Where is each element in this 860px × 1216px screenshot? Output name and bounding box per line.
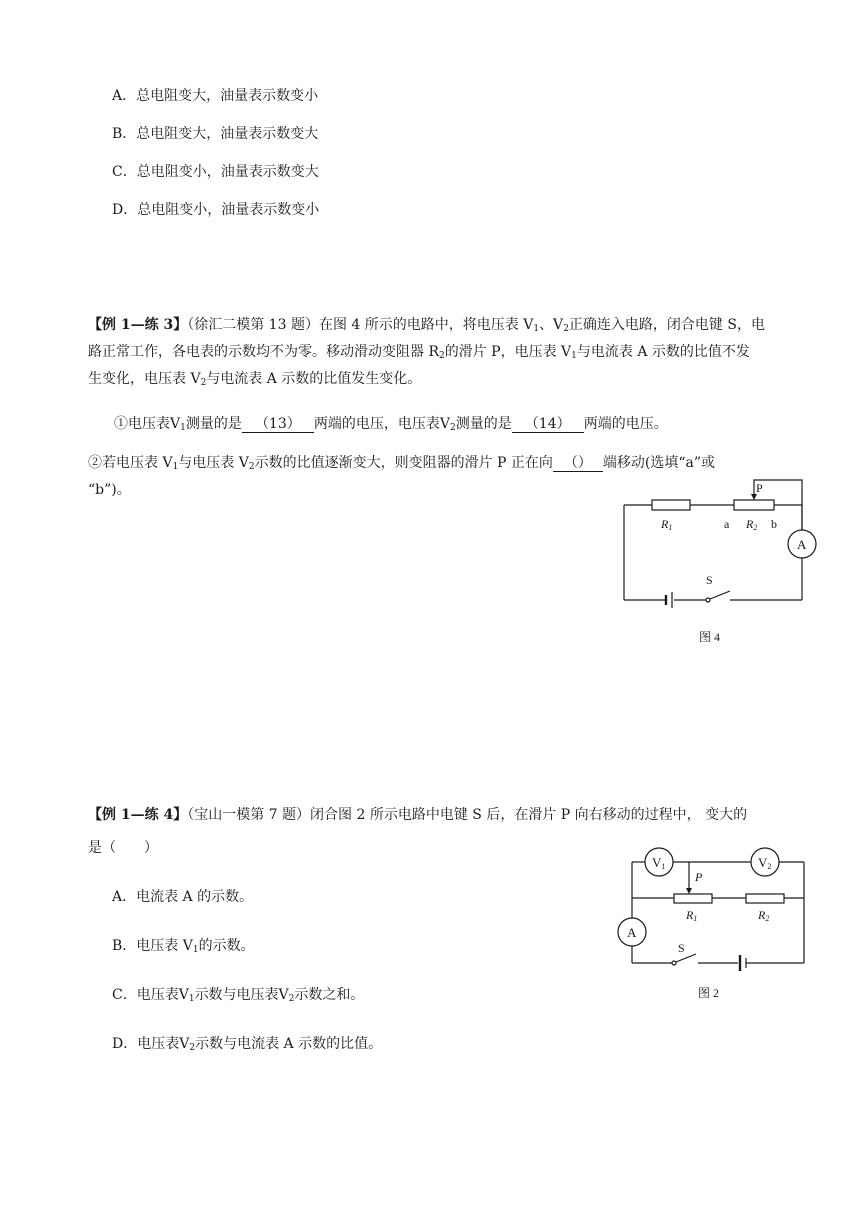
q3-line1: 【例 1—练 3】（徐汇二模第 13 题）在图 4 所示的电路中，将电压表 $V_1$、$V_2$正确连入电路，闭合电键 S，电: [88, 317, 765, 334]
blank-direction[interactable]: （）: [553, 455, 603, 472]
figure-4-caption: 图 4: [699, 630, 721, 644]
label-s: S: [678, 941, 685, 955]
resistor-r2: [746, 894, 784, 903]
q4-tag: 【例 1—练 4】: [88, 807, 188, 823]
q3-line3: 生变化，电压表 $V_2$与电流表 A 示数的比值发生变化。: [88, 371, 422, 388]
label-ammeter: A: [627, 925, 637, 940]
blank-13[interactable]: （13）: [242, 416, 314, 433]
resistor-r1: [652, 500, 690, 510]
label-v2: V2: [758, 855, 772, 871]
label-v1: V1: [652, 855, 666, 871]
q3-source: （徐汇二模第 13 题）: [187, 317, 319, 333]
label-r2: R2: [758, 908, 770, 923]
figure-2-caption: 图 2: [698, 986, 720, 1000]
option-c: C．总电阻变小，油量表示数变大: [112, 164, 319, 180]
q4-option-d: D．电压表$V_2$示数与电流表 A 示数的比值。: [112, 1036, 383, 1053]
option-a: A．总电阻变大，油量表示数变小: [112, 88, 319, 104]
figure-4-circuit: [612, 470, 832, 660]
option-b: B．总电阻变大，油量表示数变大: [112, 126, 319, 142]
q4-line1: 【例 1—练 4】（宝山一模第 7 题）闭合图 2 所示电路中电键 S 后，在滑片 P 向右移动的过程中， 变大的: [88, 807, 748, 823]
label-p: P: [695, 870, 703, 884]
label-a: a: [724, 517, 730, 531]
q3-part2-cont: “b”)。: [88, 482, 131, 498]
label-r2: R2: [746, 517, 758, 532]
q4-option-a: A．电流表 A 的示数。: [112, 889, 254, 905]
q4-source: （宝山一模第 7 题）: [187, 807, 311, 823]
option-d: D．总电阻变小，油量表示数变小: [112, 202, 320, 218]
label-b: b: [771, 517, 777, 531]
q3-line2: 路正常工作，各电表的示数均不为零。移动滑动变阻器 $R_2$的滑片 P，电压表 $V_1$与电流表 A 示数的比值不发: [88, 344, 750, 361]
blank-14[interactable]: （14）: [512, 416, 584, 433]
label-r1: R1: [686, 908, 698, 923]
switch-s: [672, 961, 676, 965]
label-ammeter: A: [797, 537, 807, 552]
label-p: P: [756, 481, 763, 495]
q4-option-c: C．电压表$V_1$示数与电压表$V_2$示数之和。: [112, 987, 365, 1004]
q3-part2: ②若电压表 $V_1$与电压表 $V_2$示数的比值逐渐变大，则变阻器的滑片 P 正在向 （） 端移动(选填“a”或: [88, 455, 716, 472]
figure-2-circuit: [612, 846, 822, 1006]
q4-line2: 是（ ）: [88, 840, 158, 856]
switch-s: [706, 598, 710, 602]
resistor-r2: [734, 500, 774, 510]
label-r1: R1: [661, 517, 673, 532]
resistor-r1: [674, 894, 712, 903]
q3-part1: ①电压表$V_1$测量的是 （13） 两端的电压，电压表$V_2$测量的是 （14） 两端的电压。: [114, 416, 668, 433]
q4-option-b: B．电压表 $V_1$的示数。: [112, 938, 255, 955]
label-s: S: [706, 573, 713, 587]
q3-tag: 【例 1—练 3】: [88, 317, 188, 333]
